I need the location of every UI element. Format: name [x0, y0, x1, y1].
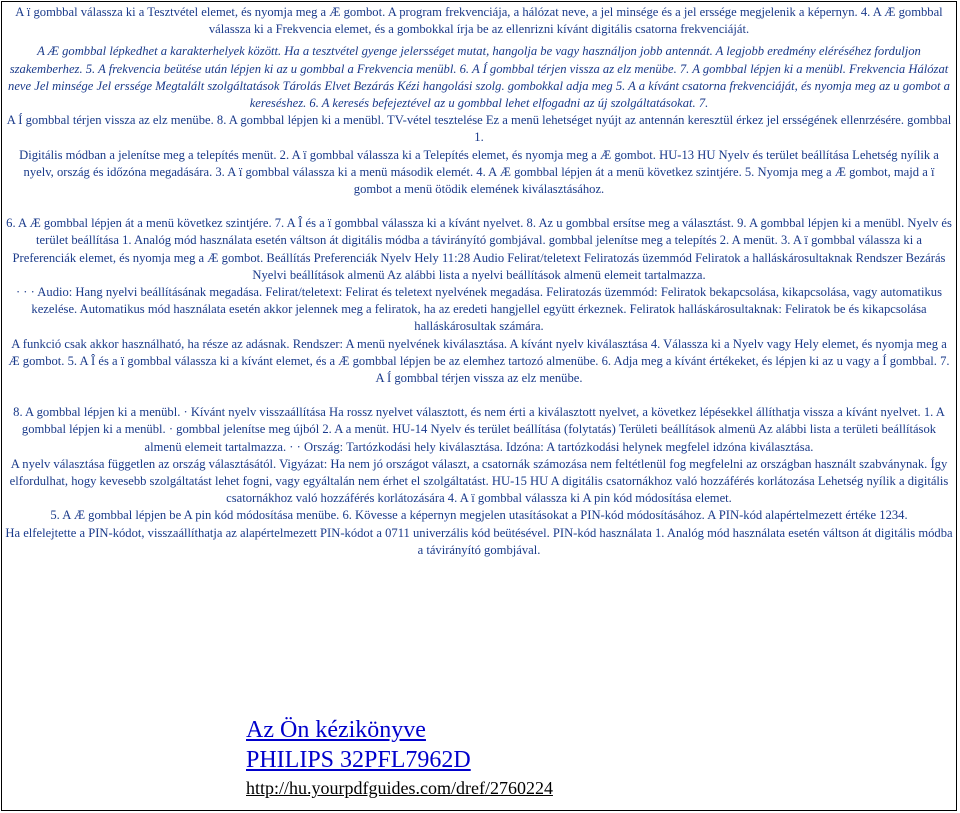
paragraph-11: Ha elfelejtette a PIN-kódot, visszaállíthatja az alapértelmezett PIN-kódot a 0711 univerzális kód beütésével. PIN-kód használata 1. Analóg mód használata esetén váltson át digitális módba a távirányító gombjával. [5, 525, 953, 557]
paragraph-9: A nyelv választása független az ország választásától. Vigyázat: Ha nem jó országot választ, a csatornák számozása nem feltétlenül fog megfelelni az országban használt szabványnak. Így elfordulhat, hogy kevesebb szolgáltatást lehet fogni, vagy egyáltalán nem érhet el szolgáltatást. HU-15 HU A digitális csatornákhoz való hozzáférés korlátozása Lehetség nyílik a digitális csatornákhoz való hozzáférés korlátozására 4. A ï gombbal válassza ki A pin kód módosítása elemet. [9, 456, 949, 506]
paragraph-7: A funkció csak akkor használható, ha része az adásnak. Rendszer: A menü nyelvének kiválasztása. A kívánt nyelv kiválasztása 4. Válassza ki a Nyelv vagy Hely elemet, és nyomja meg a Æ gombot. 5. A Î és a ï gombbal válassza ki a kívánt elemet, és a Æ gombbal lépjen be az elemhez tartozó almenübe. 6. Adja meg a kívánt értékeket, és lépjen ki az u vagy a Í gombbal. 7. A Í gombbal térjen vissza az elz menübe. [8, 336, 950, 386]
paragraph-1: A ï gombbal válassza ki a Tesztvétel elemet, és nyomja meg a Æ gombot. A program frekvenciája, a hálózat neve, a jel minsége és a jel erssége megjelenik a képernyn. 4. A Æ gombbal válassza ki a Frekvencia elemet, és a gombokkal írja be az ellenrizni kívánt digitális csatorna frekvenciáját. [15, 5, 943, 37]
paragraph-3: A Í gombbal térjen vissza az elz menübe. 8. A gombbal lépjen ki a menübl. TV-vétel tesztelése Ez a menü lehetséget nyújt az antennán keresztül érkez jel ersségének ellenrzésére. gombbal 1. [6, 113, 952, 145]
manual-footer [246, 715, 553, 799]
paragraph-5: 6. A Æ gombbal lépjen át a menü következ szintjére. 7. A Î és a ï gombbal válassza ki a kívánt nyelvet. 8. Az u gombbal ersítse meg a választást. 9. A gombbal lépjen ki a menübl. Nyelv és terület beállítása 1. Analóg mód használata esetén váltson át digitális módba a távirányító gombjával. gombbal jelenítse meg a telepítés 2. A menüt. 3. A ï gombbal válassza ki a Preferenciák elemet, és nyomja meg a Æ gombot. Beállítás Preferenciák Nyelv Hely 11:28 Audio Felirat/teletext Feliratozás üzemmód Feliratok a halláskárosultaknak Rendszer Bezárás Nyelvi beállítások almenü Az alábbi lista a nyelvi beállítások almenü elemeit tartalmazza. [6, 216, 952, 282]
guide-url-link[interactable]: http://hu.yourpdfguides.com/dref/2760224 [246, 778, 553, 798]
paragraph-10: 5. A Æ gombbal lépjen be A pin kód módosítása menübe. 6. Kövesse a képernyn megjelen utasításokat a PIN-kód módosításához. A PIN-kód alapértelmezett értéke 1234. [50, 508, 908, 523]
paragraph-2: A Æ gombbal lépkedhet a karakterhelyek között. Ha a tesztvétel gyenge jelersséget mutat, hangolja be vagy használjon jobb antennát. A legjobb eredmény eléréséhez forduljon szakemberhez. 5. A frekvencia beütése után lépjen ki az u gombbal a Frekvencia menübl. 6. A Í gombbal térjen vissza az elz menübe. 7. A gombbal lépjen ki a menübl. Frekvencia Hálózat neve Jel minsége Jel erssége Megtalált szolgáltatások Tárolás Elvet Bezárás Kézi hangolási szolg. gombokkal adja meg 5. A a kívánt csatorna frekvenciáját, és nyomja meg az u gombot a kereséshez. 6. A keresés befejeztével az u gombbal lehet elfogadni az új szolgáltatásokat. 7. [8, 44, 950, 111]
document-page [1, 1, 957, 811]
manual-title-link[interactable]: Az Ön kézikönyve [246, 717, 426, 743]
paragraph-6: · · · Audio: Hang nyelvi beállításának megadása. Felirat/teletext: Felirat és teletext nyelvének megadása. Feliratozás üzemmód: Feliratok bekapcsolása, kikapcsolása, vagy automatikus kezelése. Automatikus mód használata esetén akkor jelennek meg a feliratok, ha az eredeti hangjellel együtt érkeznek. Feliratok halláskárosultaknak: Feliratok be és kikapcsolása halláskárosultak számára. [15, 285, 943, 334]
product-model-link[interactable]: PHILIPS 32PFL7962D [246, 747, 471, 773]
manual-text [2, 2, 956, 559]
paragraph-4: Digitális módban a jelenítse meg a telepítés menüt. 2. A ï gombbal válassza ki a Telepítés elemet, és nyomja meg a Æ gombot. HU-13 HU Nyelv és terület beállítása Lehetség nyílik a nyelv, ország és időzóna megadására. 3. A ï gombbal válassza ki a menü második elemét. 4. A Æ gombbal lépjen át a menü következ szintjére. 5. Nyomja meg a Æ gombot, majd a ï gombot a menü ötödik elemének kiválasztásához. [19, 147, 939, 197]
paragraph-8: 8. A gombbal lépjen ki a menübl. · Kívánt nyelv visszaállítása Ha rossz nyelvet választott, és nem érti a kiválasztott nyelvet, a következ lépésekkel állíthatja vissza a kívánt nyelvet. 1. A gombbal lépjen ki a menübl. · gombbal jelenítse meg újból 2. A a menüt. HU-14 Nyelv és terület beállítása (folytatás) Területi beállítások almenü Az alábbi lista a területi beállítások almenü elemeit tartalmazza. · · Ország: Tartózkodási hely kiválasztása. Idzóna: A tartózkodási helynek megfelel idzóna kiválasztása. [13, 405, 945, 454]
